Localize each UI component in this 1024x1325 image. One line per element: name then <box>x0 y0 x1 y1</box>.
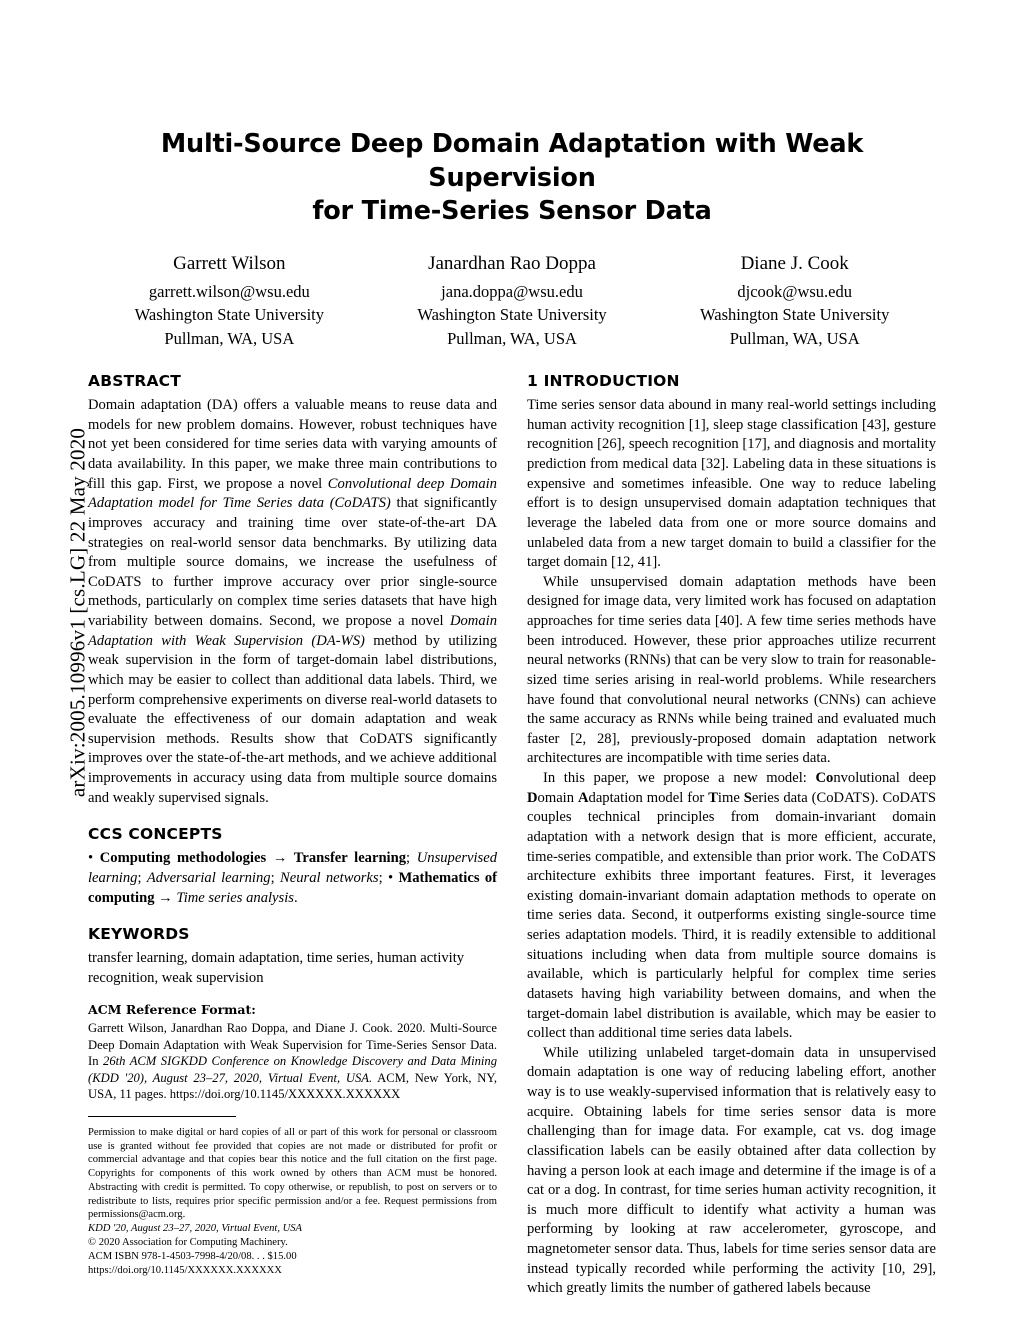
intro-paragraph: While utilizing unlabeled target-domain data in unsupervised domain adaptation is one way of reducing labeling effort, another way is to use weakly-supervised information that is relatively easy to acquire. Obtaining labels for time series sensor data is more challenging than for image data. For example, cat vs. dog image classification labels can be easily obtained after data collection by having a person look at each image and determine if the image is of a cat or a dog. In contrast, for time series human activity recognition, it is much more difficult to identify what activity a human was performing by looking at raw accelerometer, gyroscope, and magnetometer sensor data. Thus, labels for time series sensor data are instead typically recorded while performing the activity [10, 29], which greatly limits the number of gathered labels because <box>527 1044 936 1297</box>
author-affiliation: Washington State University <box>417 305 607 325</box>
permission-venue: KDD '20, August 23–27, 2020, Virtual Event, USA <box>88 1223 303 1235</box>
author-name: Garrett Wilson <box>173 252 286 274</box>
keywords-text: transfer learning, domain adaptation, time series, human activity recognition, weak supervision <box>88 950 465 986</box>
arxiv-stamp: arXiv:2005.10996v1 [cs.LG] 22 May 2020 <box>65 427 90 798</box>
left-column <box>88 372 497 1299</box>
author-email: djcook@wsu.edu <box>737 281 852 301</box>
paper-page <box>88 0 936 1325</box>
author-block <box>653 251 936 350</box>
intro-paragraph: While unsupervised domain adaptation methods have been designed for image data, very limited work has focused on adaptation approaches for time series data [40]. A few time series methods have been introduced. However, these prior approaches utilize recurrent neural networks (RNNs) that can be very slow to train for reasonable-sized time series arising in real-world problems. While researchers have found that convolutional neural networks (CNNs) can achieve the same accuracy as RNNs while being trained and evaluated much faster [2, 28], previously-proposed domain adaptation network architectures are incompatible with time series data. <box>527 573 936 767</box>
permission-doi: https://doi.org/10.1145/XXXXXX.XXXXXX <box>88 1264 282 1276</box>
right-column <box>527 372 936 1299</box>
ccs-concepts-text: • Computing methodologies → Transfer learning; Unsupervised learning; Adversarial learning; Neural networks; • Mathematics of computing → Time series analysis. <box>88 850 498 906</box>
footnote-divider <box>88 1116 236 1117</box>
author-location: Pullman, WA, USA <box>164 328 295 348</box>
author-name: Janardhan Rao Doppa <box>428 252 596 274</box>
intro-paragraph: Time series sensor data abound in many real-world settings including human activity recognition [1], sleep stage classification [43], gesture recognition [26], speech recognition [17], and diagnosis and mortality prediction from medical data [32]. Labeling data in these situations is expensive and sometimes infeasible. One way to reduce labeling effort is to design unsupervised domain adaptation techniques that leverage the labeled data from one or more source domains and unlabeled data from a new target domain to build a classifier for the target domain [12, 41]. <box>527 397 936 571</box>
abstract-heading: ABSTRACT <box>88 372 182 391</box>
author-name: Diane J. Cook <box>740 252 849 274</box>
abstract-text: Domain adaptation (DA) offers a valuable means to reuse data and models for new problem domains. However, robust techniques have not yet been considered for time series data with varying amounts of data availability. In this paper, we make three main contributions to fill this gap. First, we propose a novel Convolutional deep Domain Adaptation model for Time Series data (CoDATS) that significantly improves accuracy and training time over state-of-the-art DA strategies on real-world sensor data benchmarks. By utilizing data from multiple source domains, we increase the usefulness of CoDATS to further improve accuracy over prior single-source methods, particularly on complex time series datasets that have high variability between domains. Second, we propose a novel Domain Adaptation with Weak Supervision (DA-WS) method by utilizing weak supervision in the form of target-domain label distributions, which may be easier to collect than additional data labels. Third, we perform comprehensive experiments on diverse real-world datasets to evaluate the effectiveness of our domain adaptation and weak supervision methods. Results show that CoDATS significantly improves over the state-of-the-art methods, and we achieve additional improvements in accuracy using data from multiple source domains and weakly supervised signals. <box>88 397 498 806</box>
ccs-concepts-heading: CCS CONCEPTS <box>88 825 223 844</box>
author-email: garrett.wilson@wsu.edu <box>148 281 310 301</box>
author-location: Pullman, WA, USA <box>729 328 860 348</box>
two-column-body <box>88 372 936 1299</box>
title-line-2: for Time-Series Sensor Data <box>312 196 712 227</box>
page-title <box>88 128 936 229</box>
author-block <box>371 251 654 350</box>
author-email: jana.doppa@wsu.edu <box>441 281 583 301</box>
acm-reference-format-heading: ACM Reference Format: <box>88 1002 256 1018</box>
author-affiliation: Washington State University <box>134 305 324 325</box>
permission-isbn: ACM ISBN 978-1-4503-7998-4/20/08. . . $15.00 <box>88 1250 297 1262</box>
permission-statement: Permission to make digital or hard copies of all or part of this work for personal or classroom use is granted without fee provided that copies are not made or distributed for profit or commercial advantage and that copies bear this notice and the full citation on the first page. Copyrights for components of this work owned by others than ACM must be honored. Abstracting with credit is permitted. To copy otherwise, or republish, to post on servers or to redistribute to lists, requires prior specific permission and/or a fee. Request permissions from permissions@acm.org. <box>88 1126 497 1221</box>
keywords-heading: KEYWORDS <box>88 925 190 944</box>
author-block <box>88 251 371 350</box>
intro-paragraph: In this paper, we propose a new model: Convolutional deep Domain Adaptation model for Time Series data (CoDATS). CoDATS couples technical principles from domain-invariant domain adaptation with a network design that is more efficient, accurate, time-series compatible, and extensible than prior work. The CoDATS architecture exhibits three important features. First, it leverages existing domain-invariant domain adaptation methods to operate on time series data. Second, it outperforms existing single-source time series adaptation models. Third, it is readily extensible to additional situations including when data from multiple source domains is available, which is particularly helpful for complex time series datasets having high variability between domains, and when the target-domain label distribution is available, which may be easier to collect than additional time series data labels. <box>527 770 936 1042</box>
author-list <box>88 251 936 350</box>
author-affiliation: Washington State University <box>700 305 890 325</box>
title-line-1: Multi-Source Deep Domain Adaptation with Weak Supervision <box>160 129 864 193</box>
introduction-heading: 1 INTRODUCTION <box>527 372 680 391</box>
acm-reference-format-text: Garrett Wilson, Janardhan Rao Doppa, and Diane J. Cook. 2020. Multi-Source Deep Domain Adaptation with Weak Supervision for Time-Series Sensor Data. In 26th ACM SIGKDD Conference on Knowledge Discovery and Data Mining (KDD '20), August 23–27, 2020, Virtual Event, USA. ACM, New York, NY, USA, 11 pages. https://doi.org/10.1145/XXXXXX.XXXXXX <box>88 1021 497 1102</box>
author-location: Pullman, WA, USA <box>447 328 577 348</box>
permission-copyright: © 2020 Association for Computing Machinery. <box>88 1237 288 1248</box>
